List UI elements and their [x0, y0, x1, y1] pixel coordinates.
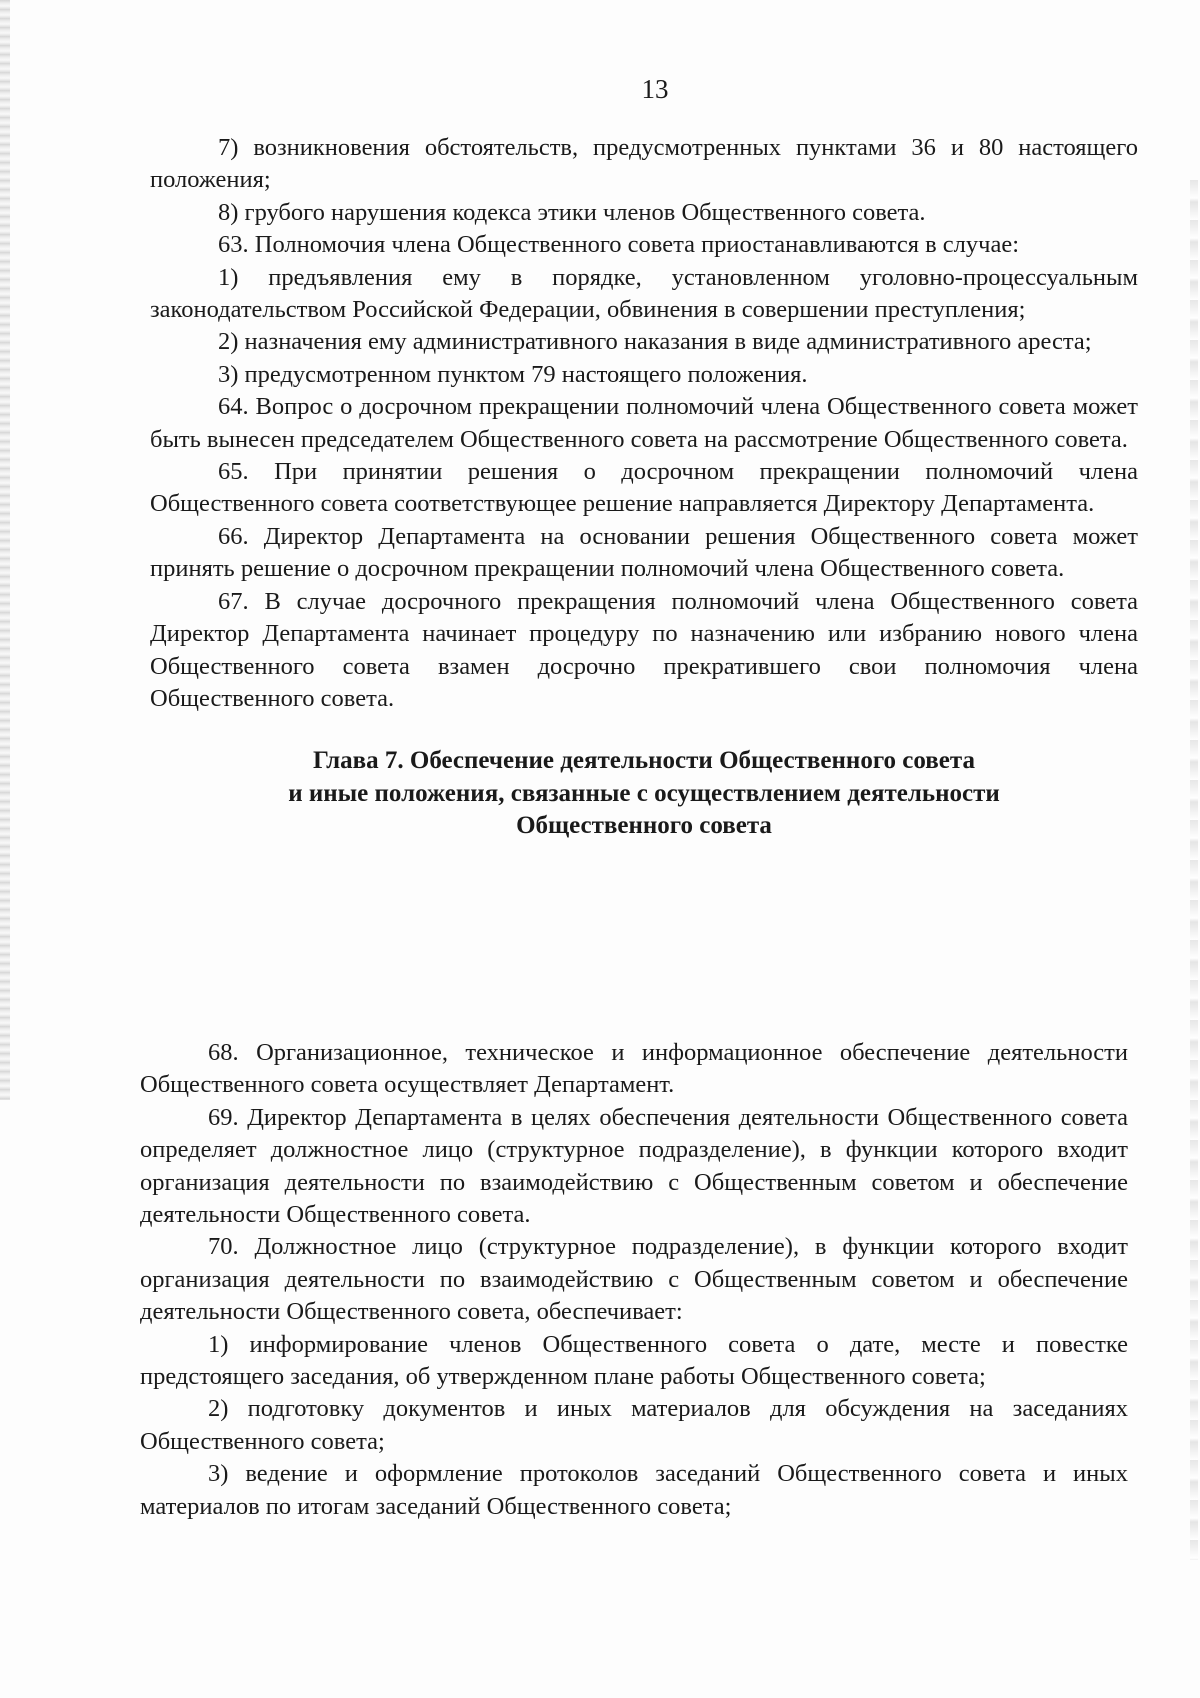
- chapter-heading-line: Общественного совета: [516, 812, 772, 840]
- document-body-lower: [140, 1037, 1128, 1523]
- paragraph: 69. Директор Департамента в целях обеспечения деятельности Общественного совета определяет должностное лицо (структурное подразделение), в функции которого входит организация деятельности по взаимодействию с Общественным советом и обеспечение деятельности Общественного совета.: [140, 1103, 1128, 1229]
- paragraph: 70. Должностное лицо (структурное подразделение), в функции которого входит организация деятельности по взаимодействию с Общественным советом и обеспечение деятельности Общественного совета, обеспечивает:: [140, 1233, 1128, 1326]
- document-body-upper: [150, 132, 1138, 881]
- paragraph: 63. Полномочия члена Общественного совета приостанавливаются в случае:: [218, 231, 1020, 259]
- scan-edge-right: [1190, 180, 1198, 1560]
- paragraph: 3) ведение и оформление протоколов заседаний Общественного совета и иных материалов по итогам заседаний Общественного совета;: [140, 1460, 1128, 1520]
- chapter-heading-line: Глава 7. Обеспечение деятельности Общественного совета: [313, 747, 975, 775]
- paragraph: 68. Организационное, техническое и информационное обеспечение деятельности Общественного совета осуществляет Департамент.: [140, 1039, 1128, 1099]
- paragraph: 1) информирование членов Общественного совета о дате, месте и повестке предстоящего заседания, об утвержденном плане работы Общественного совета;: [140, 1330, 1128, 1391]
- paragraph: 2) подготовку документов и иных материалов для обсуждения на заседаниях Общественного совета;: [140, 1395, 1128, 1455]
- paragraph: 3) предусмотренном пунктом 79 настоящего положения.: [218, 360, 808, 388]
- paragraph: 67. В случае досрочного прекращения полномочий члена Общественного совета Директор Департамента начинает процедуру по назначению или избранию нового члена Общественного совета взамен досрочно прекратившего свои полномочия члена Общественного совета.: [150, 587, 1138, 712]
- paragraph: 1) предъявления ему в порядке, установленном уголовно-процессуальным законодательством Российской Федерации, обвинения в совершении преступления;: [150, 263, 1138, 324]
- paragraph: 8) грубого нарушения кодекса этики членов Общественного совета.: [218, 198, 926, 226]
- paragraph: 66. Директор Департамента на основании решения Общественного совета может принять решение о досрочном прекращении полномочий члена Общественного совета.: [150, 522, 1138, 583]
- paragraph: 2) назначения ему административного наказания в виде административного ареста;: [218, 328, 1092, 356]
- paragraph: 64. Вопрос о досрочном прекращении полномочий члена Общественного совета может быть вынесен председателем Общественного совета на рассмотрение Общественного совета.: [150, 393, 1138, 453]
- page-number: 13: [641, 74, 669, 104]
- scan-edge-left: [0, 0, 10, 1100]
- chapter-heading-line: и иные положения, связанные с осуществлением деятельности: [288, 779, 1000, 807]
- paragraph: 65. При принятии решения о досрочном прекращении полномочий члена Общественного совета соответствующее решение направляется Директору Департамента.: [150, 458, 1138, 518]
- paragraph: 7) возникновения обстоятельств, предусмотренных пунктами 36 и 80 настоящего положения;: [150, 134, 1138, 194]
- chapter-heading: [150, 745, 1138, 842]
